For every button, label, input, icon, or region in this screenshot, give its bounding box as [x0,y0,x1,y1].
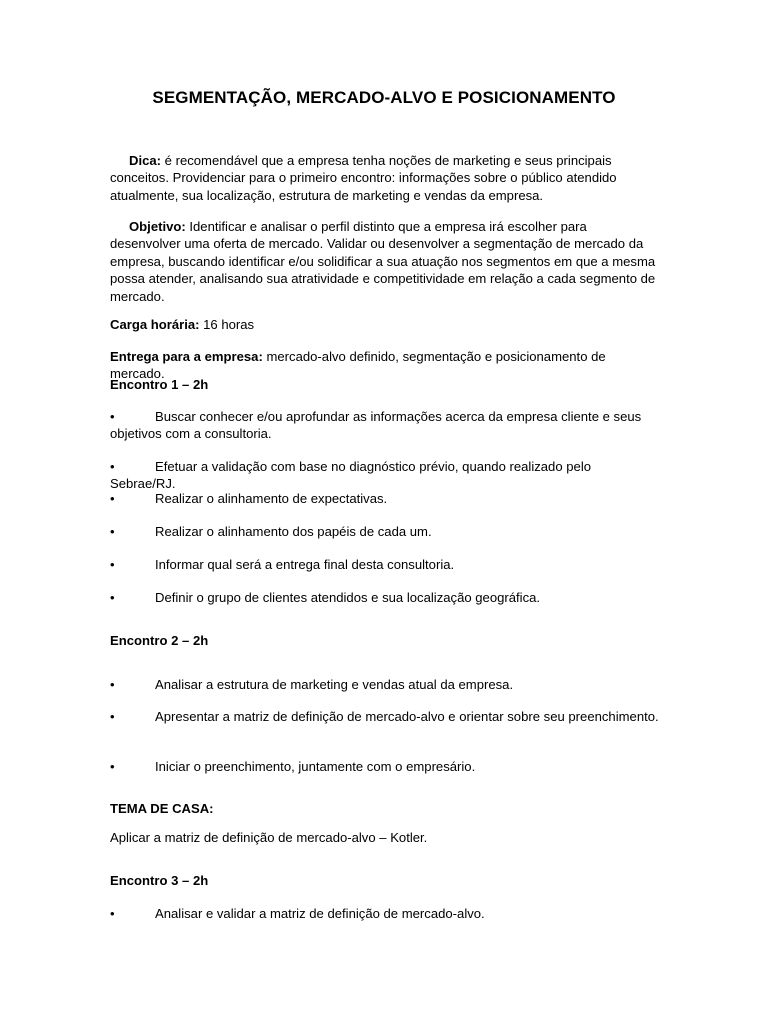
list-item-text: Realizar o alinhamento de expectativas. [155,491,388,506]
list-item [110,408,660,443]
bullet-icon: • [110,677,115,692]
bullet-icon: • [110,709,115,724]
list-item-text: Analisar a estrutura de marketing e vendas atual da empresa. [155,677,514,692]
list-item [110,523,660,540]
list-item [110,758,660,775]
dica-paragraph [110,152,660,204]
encontro-3-heading: Encontro 3 – 2h [110,873,209,888]
dica-text: é recomendável que a empresa tenha noções de marketing e seus principais conceitos. Providenciar para o primeiro encontro: informações sobre o público atendido atualmente, sua localização, estrutura de marketing e vendas da empresa. [110,153,617,203]
carga-horaria-line [110,316,660,333]
tema-de-casa-heading: TEMA DE CASA: [110,801,214,816]
bullet-icon: • [110,590,115,605]
list-item-text: Efetuar a validação com base no diagnóstico prévio, quando realizado pelo Sebrae/RJ. [110,459,592,492]
carga-label: Carga horária: [110,317,200,332]
entrega-text: mercado-alvo definido, segmentação e posicionamento de mercado. [110,349,606,382]
list-item-text: Iniciar o preenchimento, juntamente com o empresário. [155,759,476,774]
list-item-text: Apresentar a matriz de definição de mercado-alvo e orientar sobre seu preenchimento. [155,709,659,724]
list-item-text: Realizar o alinhamento dos papéis de cada um. [155,524,432,539]
list-item [110,490,660,507]
list-item-text: Buscar conhecer e/ou aprofundar as informações acerca da empresa cliente e seus objetivos com a consultoria. [110,409,642,442]
entrega-label: Entrega para a empresa: [110,349,263,364]
bullet-icon: • [110,459,115,474]
bullet-icon: • [110,524,115,539]
dica-label: Dica: [129,153,162,168]
document-title: SEGMENTAÇÃO, MERCADO-ALVO E POSICIONAMENTO [152,88,616,107]
list-item [110,589,660,606]
bullet-icon: • [110,759,115,774]
list-item [110,676,660,693]
carga-text: 16 horas [199,317,255,332]
list-item-text: Informar qual será a entrega final desta consultoria. [155,557,455,572]
list-item [110,458,660,493]
list-item [110,708,660,725]
bullet-icon: • [110,409,115,424]
bullet-icon: • [110,557,115,572]
objetivo-text: Identificar e analisar o perfil distinto que a empresa irá escolher para desenvolver uma oferta de mercado. Validar ou desenvolver a segmentação de mercado da empresa, buscando identificar e/ou solidificar a sua atuação nos segmentos em que a mesma possa atender, analisando sua atratividade e competitividade em relação a cada segmento de mercado. [110,219,656,304]
objetivo-label: Objetivo: [129,219,186,234]
list-item [110,556,660,573]
list-item-text: Analisar e validar a matriz de definição de mercado-alvo. [155,906,485,921]
bullet-icon: • [110,906,115,921]
objetivo-paragraph [110,218,660,305]
list-item [110,905,660,922]
tema-de-casa-text: Aplicar a matriz de definição de mercado-alvo – Kotler. [110,830,428,845]
list-item-text: Definir o grupo de clientes atendidos e sua localização geográfica. [155,590,541,605]
encontro-2-heading: Encontro 2 – 2h [110,633,209,648]
bullet-icon: • [110,491,115,506]
encontro-1-heading: Encontro 1 – 2h [110,377,209,392]
